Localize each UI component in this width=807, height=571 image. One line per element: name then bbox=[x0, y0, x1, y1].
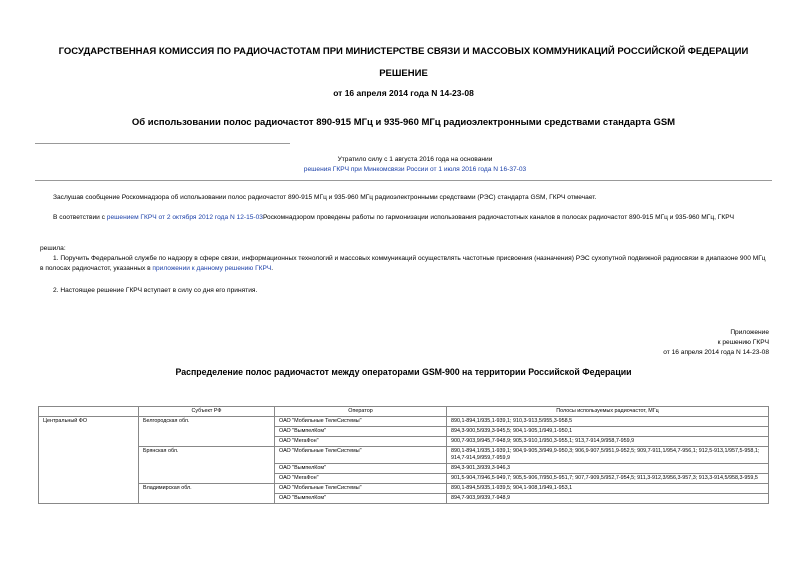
repeal-decision-link[interactable]: решения ГКРЧ при Минкомсвязи России от 1 июля 2016 года N 16-37-03 bbox=[303, 166, 527, 173]
table-cell-bands: 894,3-900,5/939,3-945,5; 904,1-905,1/949,1-950,1 bbox=[447, 427, 769, 437]
table-cell-bands: 894,7-903,9/939,7-948,9 bbox=[447, 494, 769, 504]
paragraph-text: В соответствии с bbox=[53, 214, 107, 221]
table-cell-bands: 890,1-894,1/935,1-939,1; 910,3-913,5/955,3-958,5 bbox=[447, 417, 769, 427]
column-header: Субъект РФ bbox=[139, 407, 275, 417]
annex-date: от 16 апреля 2014 года N 14-23-08 bbox=[663, 349, 769, 356]
table-row bbox=[39, 417, 769, 427]
table-header-row bbox=[39, 407, 769, 417]
paragraph-text: 1. Поручить Федеральной службе по надзору в сфере связи, информационных технологий и массовых коммуникаций осуществлять частотные присвоения (назначения) РЭС сухопутной подвижной радиосвязи в диапазоне 900 МГц в полосах радиочастот, указанных в bbox=[40, 255, 766, 272]
table-cell-bands: 894,3-901,3/939,3-946,3 bbox=[447, 464, 769, 474]
repeal-notice bbox=[225, 155, 605, 175]
document-title: Об использовании полос радиочастот 890-915 МГц и 935-960 МГц радиоэлектронными средствами стандарта GSM bbox=[131, 117, 676, 128]
paragraph-item-1 bbox=[40, 254, 770, 274]
paragraph-intro: Заслушав сообщение Роскомнадзора об использовании полос радиочастот 890-915 МГц и 935-960 МГц радиоэлектронными средствами (РЭС) стандарта GSM, ГКРЧ отмечает. bbox=[53, 194, 597, 201]
table-cell-bands: 901,5-904,7/946,5-949,7; 905,5-906,7/950,5-951,7; 907,7-909,5/952,7-954,5; 911,3-912,3/956,3-957,3; 913,3-914,5/958,3-959,5 bbox=[447, 474, 769, 484]
table-row bbox=[39, 447, 769, 464]
table-cell-operator: ОАО "ВымпелКом" bbox=[275, 427, 447, 437]
agency-title: ГОСУДАРСТВЕННАЯ КОМИССИЯ ПО РАДИОЧАСТОТАМ ПРИ МИНИСТЕРСТВЕ СВЯЗИ И МАССОВЫХ КОММУНИКАЦИЙ РОССИЙСКОЙ ФЕДЕРАЦИИ bbox=[58, 46, 749, 57]
repeal-notice-text: Утратило силу с 1 августа 2016 года на основании bbox=[337, 156, 493, 163]
column-header: Полосы используемых радиочастот, МГц bbox=[447, 407, 769, 417]
column-header bbox=[39, 407, 139, 417]
table-row bbox=[39, 484, 769, 494]
frequency-distribution-table bbox=[38, 406, 769, 504]
table-cell-operator: ОАО "Мобильные ТелеСистемы" bbox=[275, 417, 447, 427]
table-cell-district: Центральный ФО bbox=[39, 417, 139, 504]
table-cell-bands: 890,1-894,1/935,1-939,1; 904,9-905,3/949,9-950,3; 906,9-907,5/951,9-952,5; 909,7-911,1/954,7-956,1; 912,5-913,1/957,5-958,1; 914,7-914,9/959,7-959,9 bbox=[447, 447, 769, 464]
distribution-title: Распределение полос радиочастот между операторами GSM-900 на территории Российской Федерации bbox=[175, 367, 632, 377]
table-cell-region: Владимирская обл. bbox=[139, 484, 275, 504]
table-cell-operator: ОАО "Мобильные ТелеСистемы" bbox=[275, 447, 447, 464]
table-cell-bands: 890,1-894,5/935,1-939,5; 904,1-908,1/949,1-953,1 bbox=[447, 484, 769, 494]
paragraph-item-2: 2. Настоящее решение ГКРЧ вступает в силу со дня его принятия. bbox=[53, 287, 258, 294]
paragraph-text: Роскомнадзором проведены работы по гармонизации использования радиочастотных каналов в полосах радиочастот 890-915 МГц и 935-960 МГц, ГКРЧ bbox=[262, 214, 734, 221]
table-cell-operator: ОАО "ВымпелКом" bbox=[275, 494, 447, 504]
decision-label: РЕШЕНИЕ bbox=[379, 68, 428, 79]
annex-link[interactable]: приложении к данному решению ГКРЧ bbox=[152, 265, 272, 272]
annex-ref: к решению ГКРЧ bbox=[717, 339, 769, 346]
table-cell-region: Белгородская обл. bbox=[139, 417, 275, 447]
annex-label: Приложение bbox=[730, 329, 769, 336]
table-cell-operator: ОАО "МегаФон" bbox=[275, 474, 447, 484]
divider bbox=[35, 180, 772, 181]
annex-header bbox=[663, 328, 769, 358]
paragraph-harmonization bbox=[40, 213, 770, 223]
table-cell-bands: 900,7-903,9/945,7-948,9; 905,3-910,1/950,3-955,1; 913,7-914,9/958,7-959,9 bbox=[447, 437, 769, 447]
decision-2012-link[interactable]: решением ГКРЧ от 2 октября 2012 года N 12-15-03 bbox=[106, 214, 263, 221]
decision-date: от 16 апреля 2014 года N 14-23-08 bbox=[333, 88, 474, 98]
column-header: Оператор bbox=[275, 407, 447, 417]
table-cell-region: Брянская обл. bbox=[139, 447, 275, 484]
decided-label: решила: bbox=[40, 245, 66, 252]
table-cell-operator: ОАО "Мобильные ТелеСистемы" bbox=[275, 484, 447, 494]
paragraph-text: . bbox=[271, 265, 274, 272]
table-cell-operator: ОАО "МегаФон" bbox=[275, 437, 447, 447]
divider bbox=[35, 143, 290, 144]
table-cell-operator: ОАО "ВымпелКом" bbox=[275, 464, 447, 474]
